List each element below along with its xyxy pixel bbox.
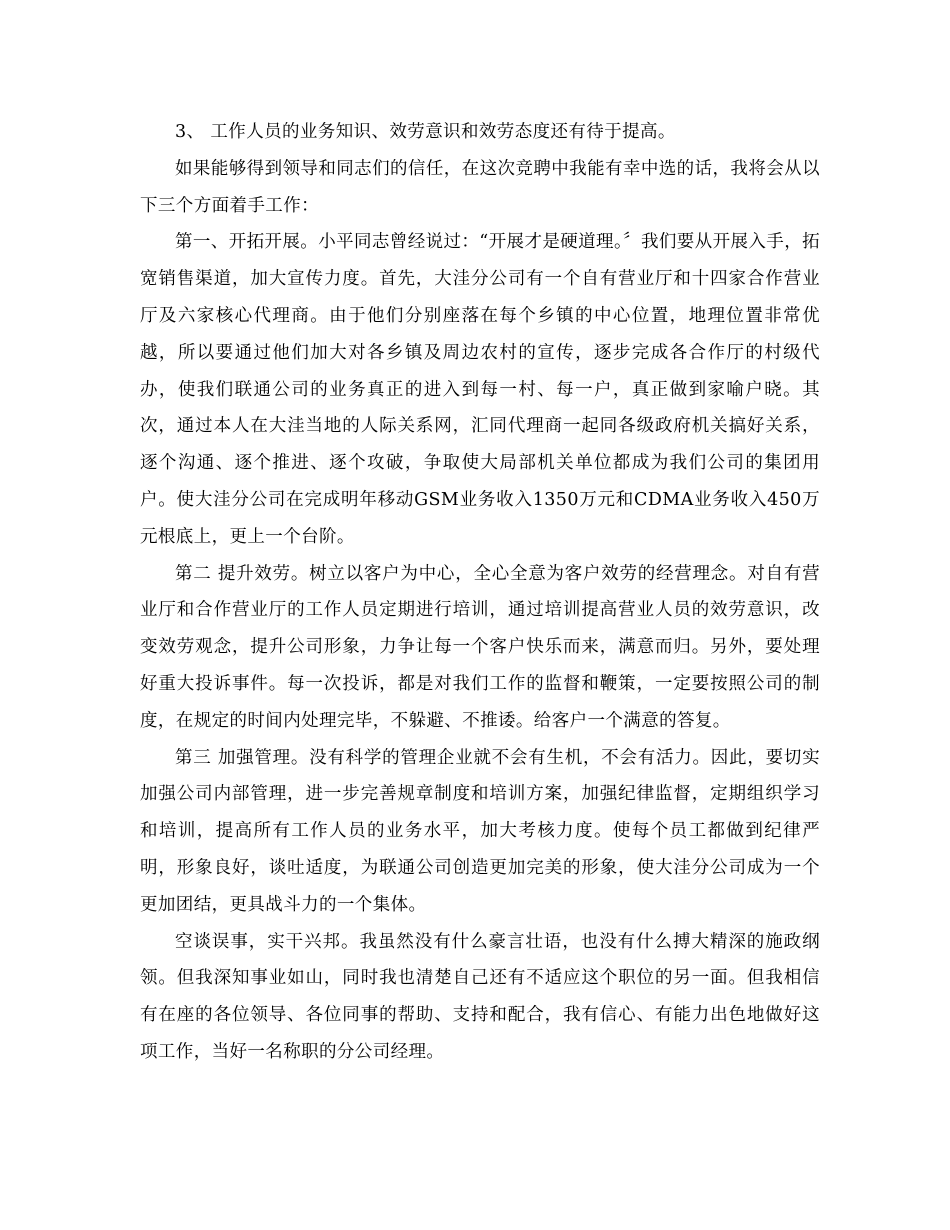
paragraph-closing: 空谈误事，实干兴邦。我虽然没有什么豪言壮语，也没有什么搏大精深的施政纲领。但我深知事业如山，同时我也清楚自己还有不适应这个职位的另一面。但我相信有在座的各位领导、各位同事的帮助、支持和配合，我有信心、有能力出色地做好这项工作，当好一名称职的分公司经理。 bbox=[140, 931, 820, 1062]
paragraph-second-service: 第二 提升效劳。树立以客户为中心，全心全意为客户效劳的经营理念。对自有营业厅和合作营业厅的工作人员定期进行培训，通过培训提高营业人员的效劳意识，改变效劳观念，提升公司形象，力争让每一个客户快乐而来，满意而归。另外，要处理好重大投诉事件。每一次投诉，都是对我们工作的监督和鞭策，一定要按照公司的制度，在规定的时间内处理完毕，不躲避、不推诿。给客户一个满意的答复。 bbox=[140, 563, 820, 731]
paragraph-point-3: 3、 工作人员的业务知识、效劳意识和效劳态度还有待于提高。 bbox=[175, 122, 676, 142]
paragraph-intro: 如果能够得到领导和同志们的信任，在这次竞聘中我能有幸中选的话，我将会从以下三个方面着手工作： bbox=[140, 158, 820, 216]
document-body bbox=[140, 114, 820, 1071]
paragraph-first-develop: 第一、开拓开展。小平同志曾经说过：“开展才是硬道理。〞我们要从开展入手，拓宽销售渠道，加大宣传力度。首先，大洼分公司有一个自有营业厅和十四家合作营业厅及六家核心代理商。由于他们分别座落在每个乡镇的中心位置，地理位置非常优越，所以要通过他们加大对各乡镇及周边农村的宣传，逐步完成各合作厅的村级代办，使我们联通公司的业务真正的进入到每一村、每一户，真正做到家喻户晓。其次，通过本人在大洼当地的人际关系网，汇同代理商一起同各级政府机关搞好关系，逐个沟通、逐个推进、逐个攻破，争取使大局部机关单位都成为我们公司的集团用户。使大洼分公司在完成明年移动GSM业务收入1350万元和CDMA业务收入450万元根底上，更上一个台阶。 bbox=[140, 232, 820, 547]
paragraph-third-management: 第三 加强管理。没有科学的管理企业就不会有生机，不会有活力。因此，要切实加强公司内部管理，进一步完善规章制度和培训方案，加强纪律监督，定期组织学习和培训，提高所有工作人员的业务水平，加大考核力度。使每个员工都做到纪律严明，形象良好，谈吐适度，为联通公司创造更加完美的形象，使大洼分公司成为一个更加团结，更具战斗力的一个集体。 bbox=[140, 747, 820, 915]
